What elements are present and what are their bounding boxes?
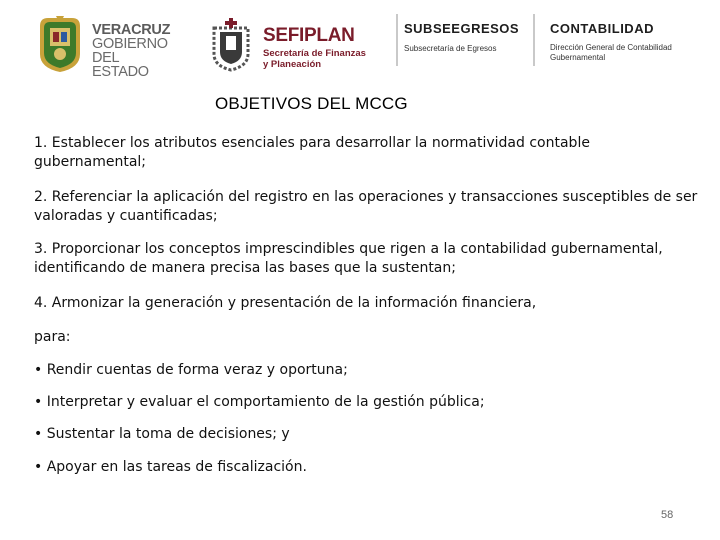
sefiplan-emblem-icon [206, 14, 256, 72]
page-header [0, 0, 720, 85]
page-title: OBJETIVOS DEL MCCG [215, 94, 408, 113]
list-item: 3. Proporcionar los conceptos imprescindibles que rigen a la contabilidad gubernamental, identificando de manera precisa las bases que la sustentan; [34, 241, 663, 276]
veracruz-logo [34, 14, 174, 80]
sefiplan-sub1: Secretaría de Finanzas [263, 48, 366, 59]
list-item: 4. Armonizar la generación y presentación de la información financiera, [34, 295, 537, 311]
veracruz-shield-icon [34, 14, 86, 74]
list-item: 2. Referenciar la aplicación del registro en las operaciones y transacciones susceptibles de ser valoradas y cuantificadas; [34, 189, 698, 224]
list-item: • Rendir cuentas de forma veraz y oportuna; [34, 362, 348, 378]
subsegresos-title: SUBSEEGRESOS [404, 21, 520, 36]
veracruz-line1: VERACRUZ [92, 22, 171, 38]
contabilidad-sub2: Gubernamental [550, 53, 606, 62]
list-item: para: [34, 329, 71, 345]
header-divider [396, 14, 398, 66]
list-item: 1. Establecer los atributos esenciales para desarrollar la normatividad contable gubernamental; [34, 135, 590, 170]
list-item: • Sustentar la toma de decisiones; y [34, 426, 290, 442]
veracruz-line2: GOBIERNO [92, 36, 168, 52]
veracruz-line3: DEL ESTADO [92, 50, 149, 80]
page-number: 58 [661, 509, 674, 521]
subsegresos-subtitle: Subsecretaría de Egresos [404, 44, 497, 53]
list-item: • Interpretar y evaluar el comportamiento de la gestión pública; [34, 394, 485, 410]
contabilidad-sub1: Dirección General de Contabilidad [550, 43, 672, 52]
sefiplan-logo [206, 14, 386, 74]
subsegresos-block [404, 21, 519, 54]
list-item: • Apoyar en las tareas de fiscalización. [34, 459, 307, 475]
sefiplan-sub2: y Planeación [263, 59, 322, 70]
contabilidad-block [550, 21, 672, 63]
header-divider [533, 14, 535, 66]
contabilidad-title: CONTABILIDAD [550, 21, 654, 36]
sefiplan-title: SEFIPLAN [263, 25, 355, 46]
